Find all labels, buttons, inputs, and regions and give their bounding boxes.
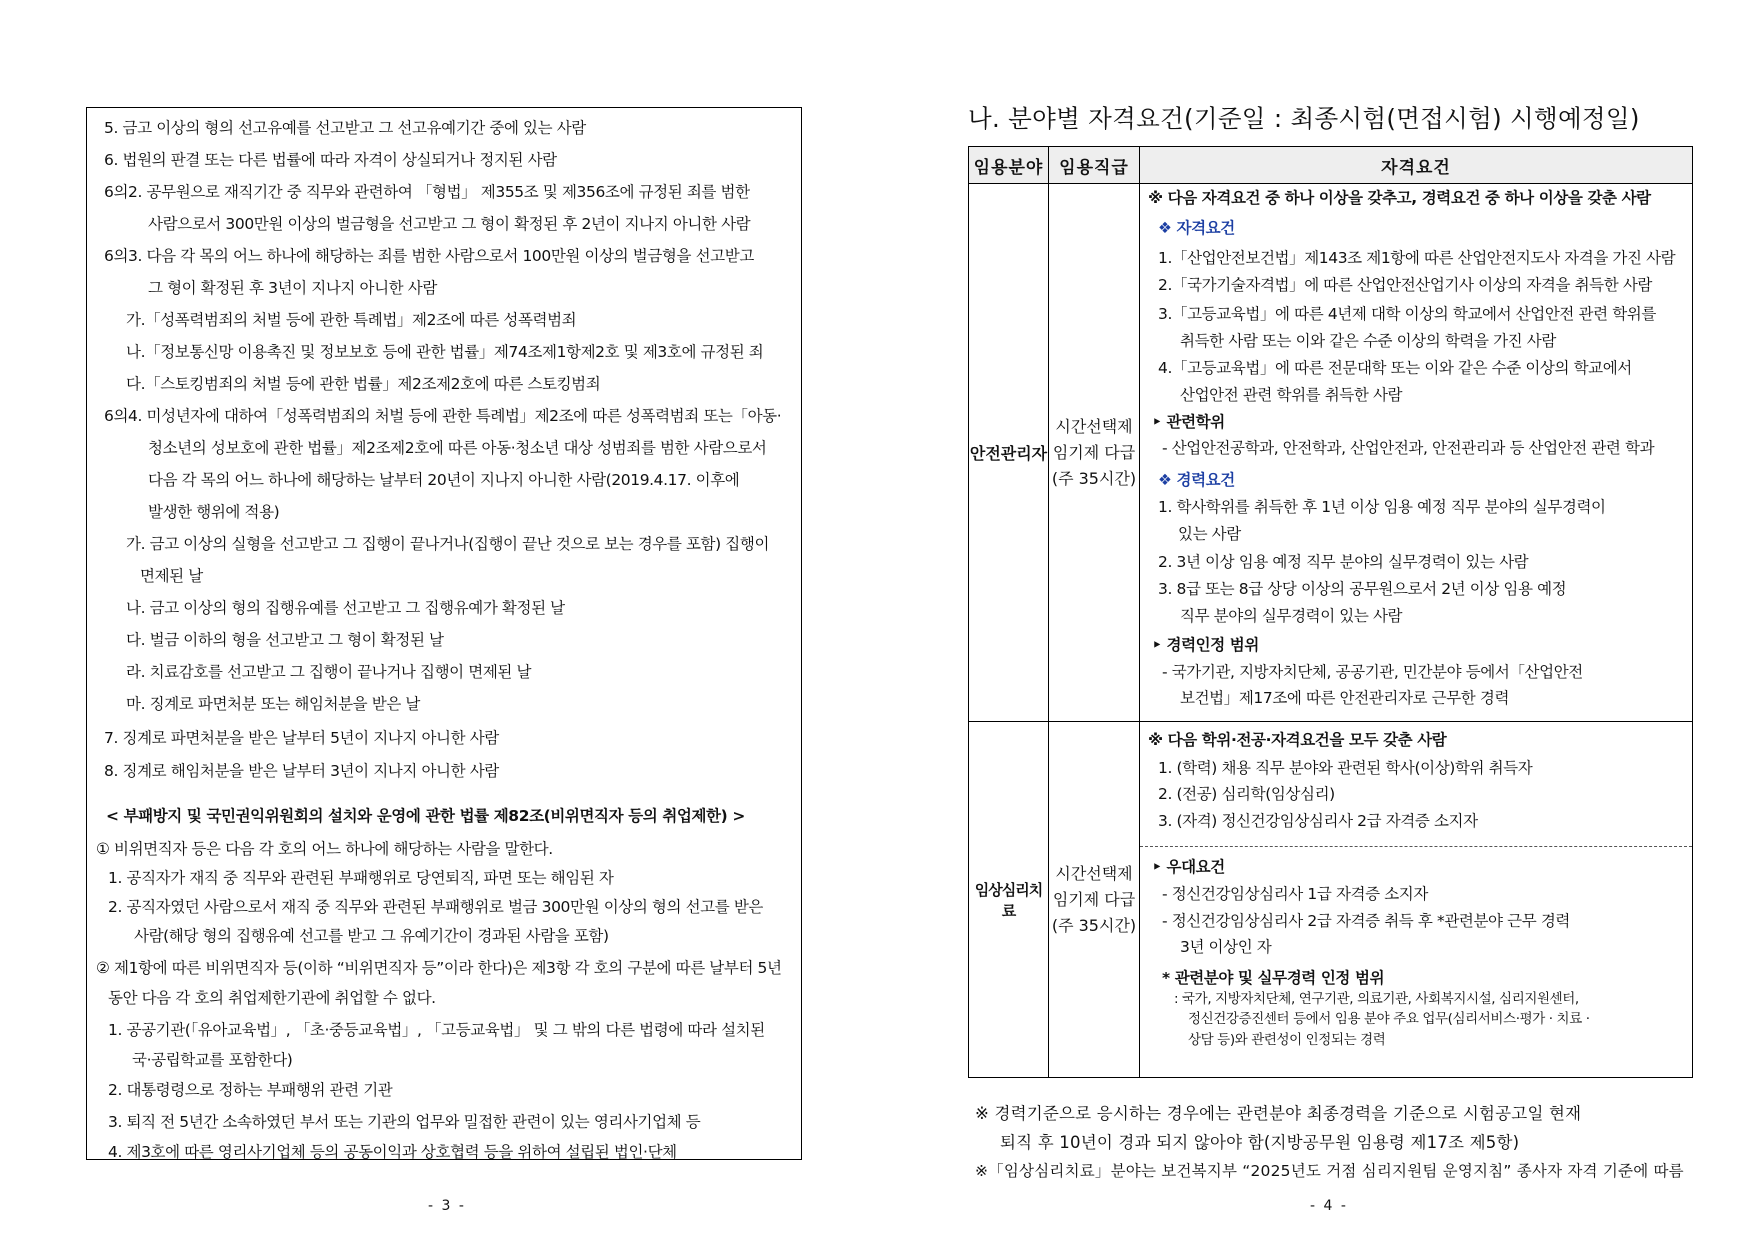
requirement-line: ‣ 우대요건 — [1152, 858, 1225, 876]
table-header-row — [969, 147, 1693, 184]
rank-line: (주 35시간) — [1051, 915, 1137, 935]
requirement-line: 정신건강증진센터 등에서 임용 분야 주요 업무(심리서비스·평가 · 치료 · — [1188, 1011, 1590, 1027]
left-text-line: 4. 제3호에 따른 영리사기업체 등의 공동이익과 상호협력 등을 위하여 설립된 법인·단체 — [108, 1143, 677, 1161]
requirement-line: 4.「고등교육법」에 따른 전문대학 또는 이와 같은 수준 이상의 학교에서 — [1158, 359, 1632, 377]
left-text-line: 다. 벌금 이하의 형을 선고받고 그 형이 확정된 날 — [126, 631, 444, 649]
left-text-line: 가.「성폭력범죄의 처벌 등에 관한 특례법」제2조에 따른 성폭력범죄 — [126, 311, 577, 329]
field-cell: 임상심리치료 — [969, 722, 1049, 1078]
requirement-line: - 정신건강임상심리사 2급 자격증 취득 후 *관련분야 근무 경력 — [1162, 912, 1570, 930]
requirement-line: 있는 사람 — [1178, 525, 1241, 543]
requirements-cell-safety — [1140, 184, 1693, 722]
left-text-line: 동안 다음 각 호의 취업제한기관에 취업할 수 없다. — [108, 989, 436, 1007]
rank-cell — [1049, 722, 1140, 1078]
page-number-left: - 3 - — [428, 1198, 466, 1214]
requirement-line: ‣ 경력인정 범위 — [1152, 636, 1259, 654]
requirement-line: ※ 다음 자격요건 중 하나 이상을 갖추고, 경력요건 중 하나 이상을 갖춘 사람 — [1148, 189, 1651, 207]
left-text-line: 국·공립학교를 포함한다) — [132, 1051, 293, 1069]
footnote-line: ※「임상심리치료」분야는 보건복지부 “2025년도 거점 심리지원팀 운영지침” 종사자 자격 기준에 따름 — [975, 1162, 1684, 1180]
left-text-line: 7. 징계로 파면처분을 받은 날부터 5년이 지나지 아니한 사람 — [104, 729, 499, 747]
footnote-line: ※ 경력기준으로 응시하는 경우에는 관련분야 최종경력을 기준으로 시험공고일 현재 — [975, 1104, 1582, 1123]
left-text-line: 그 형이 확정된 후 3년이 지나지 아니한 사람 — [148, 279, 437, 297]
left-text-line: 2. 공직자였던 사람으로서 재직 중 직무와 관련된 부패행위로 벌금 300만원 이상의 형의 선고를 받은 — [108, 898, 764, 916]
left-text-line: 6. 법원의 판결 또는 다른 법률에 따라 자격이 상실되거나 정지된 사람 — [104, 151, 557, 169]
requirement-line: 보건법」제17조에 따른 안전관리자로 근무한 경력 — [1180, 689, 1510, 707]
requirements-cell-psychology — [1140, 722, 1693, 1078]
left-text-line: 3. 퇴직 전 5년간 소속하였던 부서 또는 기관의 업무와 밀접한 관련이 있는 영리사기업체 등 — [108, 1113, 701, 1131]
left-text-line: ① 비위면직자 등은 다음 각 호의 어느 하나에 해당하는 사람을 말한다. — [96, 840, 553, 858]
requirement-line: - 정신건강임상심리사 1급 자격증 소지자 — [1162, 885, 1428, 903]
requirement-line: 산업안전 관련 학위를 취득한 사람 — [1180, 386, 1403, 404]
rank-cell — [1049, 184, 1140, 722]
requirement-line: 1.「산업안전보건법」제143조 제1항에 따른 산업안전지도사 자격을 가진 사람 — [1158, 249, 1676, 267]
requirement-line: 3.「고등교육법」에 따른 4년제 대학 이상의 학교에서 산업안전 관련 학위를 — [1158, 305, 1656, 323]
left-text-line: 나.「정보통신망 이용촉진 및 정보보호 등에 관한 법률」제74조제1항제2호 및 제3호에 규정된 죄 — [126, 343, 764, 361]
section-title: 나. 분야별 자격요건(기준일 : 최종시험(면접시험) 시행예정일) — [968, 104, 1640, 133]
left-text-line: 면제된 날 — [140, 567, 203, 585]
requirement-line: 1. (학력) 채용 직무 분야와 관련된 학사(이상)학위 취득자 — [1158, 759, 1533, 777]
left-text-line: 사람(해당 형의 집행유예 선고를 받고 그 유예기간이 경과된 사람을 포함) — [134, 927, 609, 945]
requirement-line: * 관련분야 및 실무경력 인정 범위 — [1162, 969, 1385, 987]
footnote-line: 퇴직 후 10년이 경과 되지 않아야 함(지방공무원 임용령 제17조 제5항) — [1000, 1133, 1520, 1152]
requirement-line: 1. 학사학위를 취득한 후 1년 이상 임용 예정 직무 분야의 실무경력이 — [1158, 498, 1606, 516]
requirement-line: 2. 3년 이상 임용 예정 직무 분야의 실무경력이 있는 사람 — [1158, 553, 1529, 571]
left-text-line: 6의4. 미성년자에 대하여「성폭력범죄의 처벌 등에 관한 특례법」제2조에 따른 성폭력범죄 또는「아동· — [104, 407, 782, 425]
qualification-table — [968, 146, 1693, 1078]
requirement-line: ※ 다음 학위·전공·자격요건을 모두 갖춘 사람 — [1148, 731, 1447, 749]
header-requirements: 자격요건 — [1140, 147, 1693, 184]
left-text-line: 나. 금고 이상의 형의 집행유예를 선고받고 그 집행유예가 확정된 날 — [126, 599, 565, 617]
left-text-line: < 부패방지 및 국민권익위원회의 설치와 운영에 관한 법률 제82조(비위면직자 등의 취업제한) > — [106, 807, 745, 825]
rank-line: 임기제 다급 — [1052, 889, 1136, 909]
requirement-line: 3. 8급 또는 8급 상당 이상의 공무원으로서 2년 이상 임용 예정 — [1158, 580, 1567, 598]
left-text-line: 6의3. 다음 각 목의 어느 하나에 해당하는 죄를 범한 사람으로서 100만원 이상의 벌금형을 선고받고 — [104, 247, 754, 265]
header-rank: 임용직급 — [1049, 147, 1140, 184]
rank-line: 임기제 다급 — [1052, 442, 1136, 462]
left-text-line: 다.「스토킹범죄의 처벌 등에 관한 법률」제2조제2호에 따른 스토킹범죄 — [126, 375, 601, 393]
left-text-line: 8. 징계로 해임처분을 받은 날부터 3년이 지나지 아니한 사람 — [104, 762, 499, 780]
left-text-line: 발생한 행위에 적용) — [148, 503, 280, 521]
requirement-line: 취득한 사람 또는 이와 같은 수준 이상의 학력을 가진 사람 — [1180, 332, 1556, 350]
left-text-line: 5. 금고 이상의 형의 선고유예를 선고받고 그 선고유예기간 중에 있는 사람 — [104, 119, 586, 137]
rank-line: (주 35시간) — [1051, 468, 1137, 488]
requirement-line: 2. (전공) 심리학(임상심리) — [1158, 785, 1335, 803]
requirement-line: 상담 등)와 관련성이 인정되는 경력 — [1188, 1032, 1386, 1048]
left-text-line: 1. 공직자가 재직 중 직무와 관련된 부패행위로 당연퇴직, 파면 또는 해임된 자 — [108, 869, 614, 887]
requirement-line: 3년 이상인 자 — [1180, 938, 1272, 956]
requirement-line: ❖ 자격요건 — [1158, 219, 1235, 237]
left-text-line: 가. 금고 이상의 실형을 선고받고 그 집행이 끝나거나(집행이 끝난 것으로 보는 경우를 포함) 집행이 — [126, 535, 770, 553]
page-number-right: - 4 - — [1310, 1198, 1348, 1214]
left-text-line: 2. 대통령령으로 정하는 부패행위 관련 기관 — [108, 1081, 393, 1099]
left-text-line: 다음 각 목의 어느 하나에 해당하는 날부터 20년이 지나지 아니한 사람(2019.4.17. 이후에 — [148, 471, 740, 489]
left-text-line: 청소년의 성보호에 관한 법률」제2조제2호에 따른 아동·청소년 대상 성범죄를 범한 사람으로서 — [148, 439, 767, 457]
rank-line: 시간선택제 — [1055, 416, 1133, 436]
rank-line: 시간선택제 — [1055, 863, 1133, 883]
table-row — [969, 184, 1693, 722]
left-text-line: 사람으로서 300만원 이상의 벌금형을 선고받고 그 형이 확정된 후 2년이 지나지 아니한 사람 — [148, 215, 751, 233]
requirement-line: ❖ 경력요건 — [1158, 471, 1235, 489]
table-row — [969, 722, 1693, 1078]
requirement-line: - 국가기관, 지방자치단체, 공공기관, 민간분야 등에서「산업안전 — [1162, 663, 1583, 681]
header-field: 임용분야 — [969, 147, 1049, 184]
field-cell: 안전관리자 — [969, 184, 1049, 722]
dashed-divider — [1140, 846, 1692, 847]
requirement-line: 2.「국가기술자격법」에 따른 산업안전산업기사 이상의 자격을 취득한 사람 — [1158, 276, 1652, 294]
left-text-line: 1. 공공기관(「유아교육법」, 「초·중등교육법」, 「고등교육법」 및 그 밖의 다른 법령에 따라 설치된 — [108, 1021, 765, 1039]
left-text-line: ② 제1항에 따른 비위면직자 등(이하 “비위면직자 등”이라 한다)은 제3항 각 호의 구분에 따른 날부터 5년 — [96, 959, 782, 977]
requirement-line: - 산업안전공학과, 안전학과, 산업안전과, 안전관리과 등 산업안전 관련 학과 — [1162, 439, 1655, 457]
left-text-line: 라. 치료감호를 선고받고 그 집행이 끝나거나 집행이 면제된 날 — [126, 663, 532, 681]
requirement-line: : 국가, 지방자치단체, 연구기관, 의료기관, 사회복지시설, 심리지원센터, — [1174, 991, 1579, 1007]
requirement-line: 3. (자격) 정신건강임상심리사 2급 자격증 소지자 — [1158, 812, 1478, 830]
requirement-line: ‣ 관련학위 — [1152, 413, 1225, 431]
requirement-line: 직무 분야의 실무경력이 있는 사람 — [1180, 607, 1403, 625]
left-text-line: 6의2. 공무원으로 재직기간 중 직무와 관련하여 「형법」 제355조 및 제356조에 규정된 죄를 범한 — [104, 183, 750, 201]
left-text-line: 마. 징계로 파면처분 또는 해임처분을 받은 날 — [126, 695, 421, 713]
